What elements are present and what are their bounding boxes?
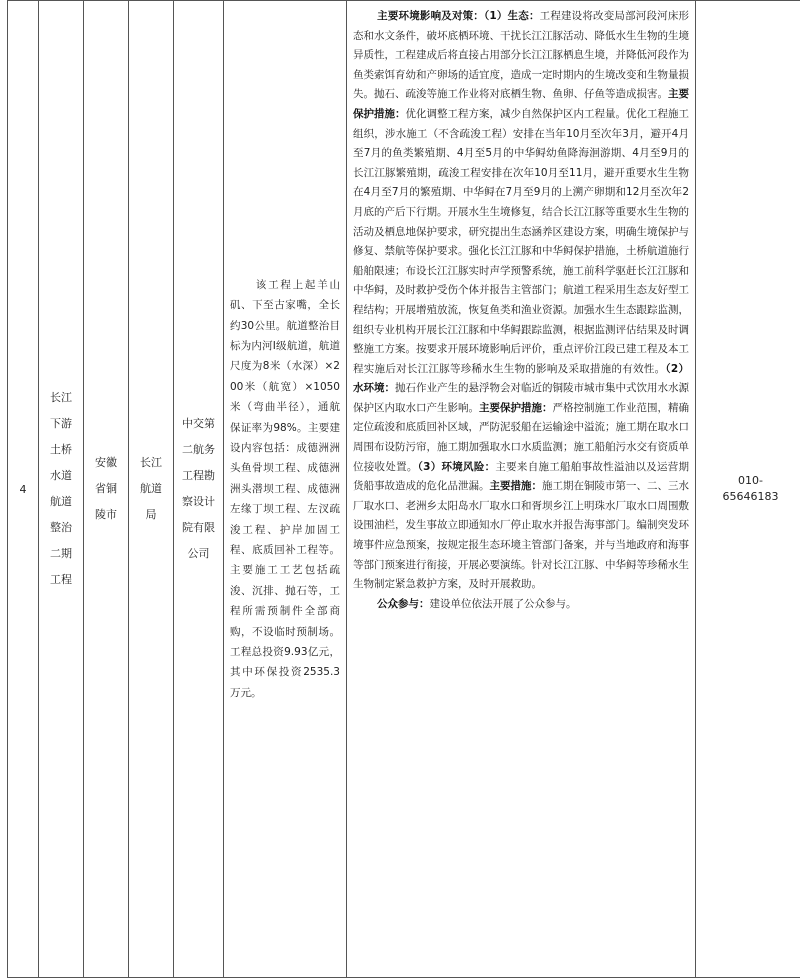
location: 安徽省铜陵市 — [95, 456, 117, 521]
project-name: 长江下游土桥水道航道整治二期工程 — [50, 391, 72, 586]
water-impact: 抛石作业产生的悬浮物会对临近的铜陵市城市集中式饮用水水源保护区内取水口产生影响。 — [353, 382, 689, 414]
risk-measures: 施工期在铜陵市第一、二、三水厂取水口、老洲乡太阳岛水厂取水口和胥坝乡江上明珠水厂取水口周围敷设围油栏，发生事故立即通知水厂停止取水并报告海事部门。编制突发环境事件应急预案，按规定报生态环境主管部门备案，并与当地政府和海事等部门预案进行衔接，开展必要演练。针对长江江豚、中华鲟等珍稀水生生物制定紧急救护方案，及时开展救助。 — [353, 480, 689, 591]
eco-measures: 优化调整工程方案，减少自然保护区内工程量。优化工程施工组织，涉水施工（不含疏浚工程）安排在当年10月至次年3月，避开4月至7月的鱼类繁殖期、4月至5月的中华鲟幼鱼降海洄游期、4月至9月的长江江豚繁殖期，疏浚工程安排在次年10月至11月，避开重要水生生物在4月至7月的繁殖期、中华鲟在7月至9月的上溯产卵期和12月至次年2月底的产后下行期。开展水生生境修复，结合长江江豚等重要水生生物的活动及栖息地保护要求，研究提出生态涵养区建设方案，明确生境保护与修复、禁航等保护要求。强化长江江豚和中华鲟保护措施，土桥航道施行船舶限速；布设长江江豚实时声学预警系统，施工前科学驱赶长江江豚和中华鲟，及时救护受伤个体并报告主管部门；航道工程采用生态友好型工程结构；开展增殖放流，恢复鱼类和渔业资源。加强水生生态跟踪监测，组织专业机构开展长江江豚和中华鲟跟踪监测，根据监测评估结果及时调整施工方案。按要求开展环境影响后评价，重点评价江段已建工程及本工程实施后对长江江豚等珍稀水生生物的影响及采取措施的有效性。 — [353, 107, 689, 375]
authority: 长江航道局 — [140, 456, 162, 521]
risk-heading: （3）环境风险： — [417, 460, 496, 473]
contact-phone — [696, 473, 800, 505]
public-text: 建设单位依法开展了公众参与。 — [429, 597, 577, 610]
summary-text: 该工程上起羊山矶、下至古家嘴，全长约30公里。航道整治目标为内河Ⅰ级航道，航道尺度为8米（水深）×200米（航宽）×1050米（弯曲半径），通航保证率为98%。主要建设内容包括：成德洲洲头鱼骨坝工程、成德洲洲头潜坝工程、成德洲左缘丁坝工程、左汊疏浚工程、护岸加固工程、底质回补工程等。主要施工工艺包括疏浚、沉排、抛石等，工程所需预制件全部商购，不设临时预制场。工程总投资9.93亿元，其中环保投资2535.3万元。 — [230, 278, 340, 699]
phone-line-2: 65646183 — [722, 490, 779, 503]
risk-measures-heading: 主要措施： — [489, 480, 542, 493]
location-cell — [84, 1, 129, 978]
table-row — [8, 1, 800, 978]
water-measures: 严格控制施工作业范围，精确定位疏浚和底质回补区域，严防泥驳船在运输途中溢流；施工期在取水口周围布设防污帘，施工期加强取水口水质监测；施工船舶污水交有资质单位接收处置。 — [353, 401, 689, 473]
eco-impact: 工程建设将改变局部河段河床形态和水文条件，破坏底栖环境、干扰长江江豚活动、降低水生生物的生境异质性，工程建成后将直接占用部分长江江豚栖息生境，并降低河段作为鱼类索饵育幼和产卵场的适宜度，造成一定时期内的生境改变和生物量损失。抛石、疏浚等施工作业将对底栖生物、鱼卵、仔鱼等造成损害。 — [353, 10, 689, 101]
measures-cell — [347, 1, 696, 978]
approval-table — [7, 0, 800, 978]
authority-cell — [129, 1, 174, 978]
risk-impact: 主要来自施工船舶事故性溢油以及运营期货船事故造成的危化品泄漏。 — [353, 460, 690, 493]
water-measures-heading: 主要保护措施： — [479, 401, 553, 414]
project-summary-cell — [224, 1, 347, 978]
eco-measures-heading: 主要保护措施： — [353, 88, 689, 120]
project-name-cell — [39, 1, 84, 978]
design-unit: 中交第二航务工程勘察设计院有限公司 — [182, 417, 215, 560]
design-unit-cell — [174, 1, 224, 978]
measures-text — [347, 1, 695, 614]
public-heading: 公众参与： — [377, 597, 430, 610]
row-number-cell — [8, 1, 39, 978]
phone-cell — [696, 1, 800, 978]
project-summary — [224, 275, 346, 704]
water-heading: （2）水环境： — [353, 362, 690, 395]
phone-line-1: 010- — [738, 474, 763, 487]
eco-heading: 主要环境影响及对策：（1）生态： — [377, 10, 540, 22]
row-number: 4 — [19, 482, 27, 496]
